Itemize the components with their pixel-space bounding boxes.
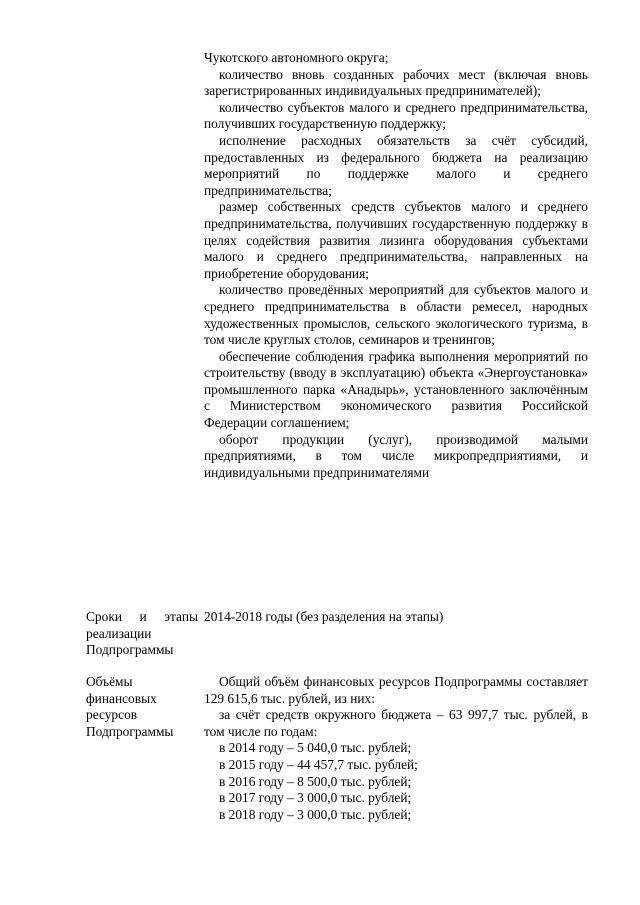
label-line: Подпрограммы bbox=[86, 723, 174, 739]
indicators-continuation bbox=[204, 50, 588, 481]
timing-row bbox=[86, 609, 588, 661]
label-line: финансовых bbox=[86, 690, 157, 706]
label-line: Объёмы bbox=[86, 674, 133, 689]
label-line: Сроки и этапы bbox=[86, 609, 198, 624]
indicator-text: количество вновь созданных рабочих мест (включая вновь зарегистрированных индивидуальных предпринимателей); bbox=[204, 66, 588, 99]
timing-value-text: 2014-2018 годы (без разделения на этапы) bbox=[204, 609, 444, 624]
timing-label bbox=[86, 609, 198, 659]
funding-total-text: Общий объём финансовых ресурсов Подпрограммы составляет 129 615,6 тыс. рублей, из них: bbox=[204, 674, 588, 706]
funding-district-text: за счёт средств окружного бюджета – 63 997,7 тыс. рублей, в том числе по годам: bbox=[204, 707, 588, 739]
funding-year-line: в 2015 году – 44 457,7 тыс. рублей; bbox=[219, 756, 418, 772]
label-line: ресурсов bbox=[86, 707, 138, 723]
funding-value bbox=[204, 674, 588, 823]
indicator-text: исполнение расходных обязательств за счёт субсидий, предоставленных из федерального бюджета на реализацию мероприятий по поддержке малого и среднего предпринимательства; bbox=[204, 132, 588, 198]
indicator-text: обеспечение соблюдения графика выполнения мероприятий по строительству (вводу в эксплуатацию) объекта «Энергоустановка» промышленного парка «Анадырь», установленного заключённым с Министерством экономического развития Российской Федерации соглашением; bbox=[204, 348, 588, 431]
indicator-text: размер собственных средств субъектов малого и среднего предпринимательства, получивших государственную поддержку в целях содействия развития лизинга оборудования субъектами малого и среднего предпринимательства, направленных на приобретение оборудования; bbox=[204, 199, 588, 281]
funding-year-line: в 2016 году – 8 500,0 тыс. рублей; bbox=[219, 773, 412, 789]
timing-value bbox=[204, 609, 588, 626]
label-line: Подпрограммы bbox=[86, 642, 174, 658]
funding-row bbox=[86, 674, 588, 834]
funding-label bbox=[86, 674, 198, 740]
indicator-text: количество проведённых мероприятий для субъектов малого и среднего предпринимательства в области ремесел, народных художественных промыслов, сельского экологического туризма, в том числе круглых столов, семинаров и тренингов; bbox=[204, 282, 588, 348]
label-line: реализации bbox=[86, 625, 152, 641]
indicator-text: оборот продукции (услуг), производимой малыми предприятиями, в том числе микропредприятиями, и индивидуальными предпринимателями bbox=[204, 431, 588, 480]
funding-year-line: в 2018 году – 3 000,0 тыс. рублей; bbox=[219, 806, 412, 822]
funding-year-line: в 2014 году – 5 040,0 тыс. рублей; bbox=[219, 740, 412, 756]
indicator-text: количество субъектов малого и среднего предпринимательства, получивших государственную поддержку; bbox=[204, 99, 588, 132]
funding-year-line: в 2017 году – 3 000,0 тыс. рублей; bbox=[219, 790, 412, 806]
indicator-text: Чукотского автономного округа; bbox=[204, 50, 389, 65]
